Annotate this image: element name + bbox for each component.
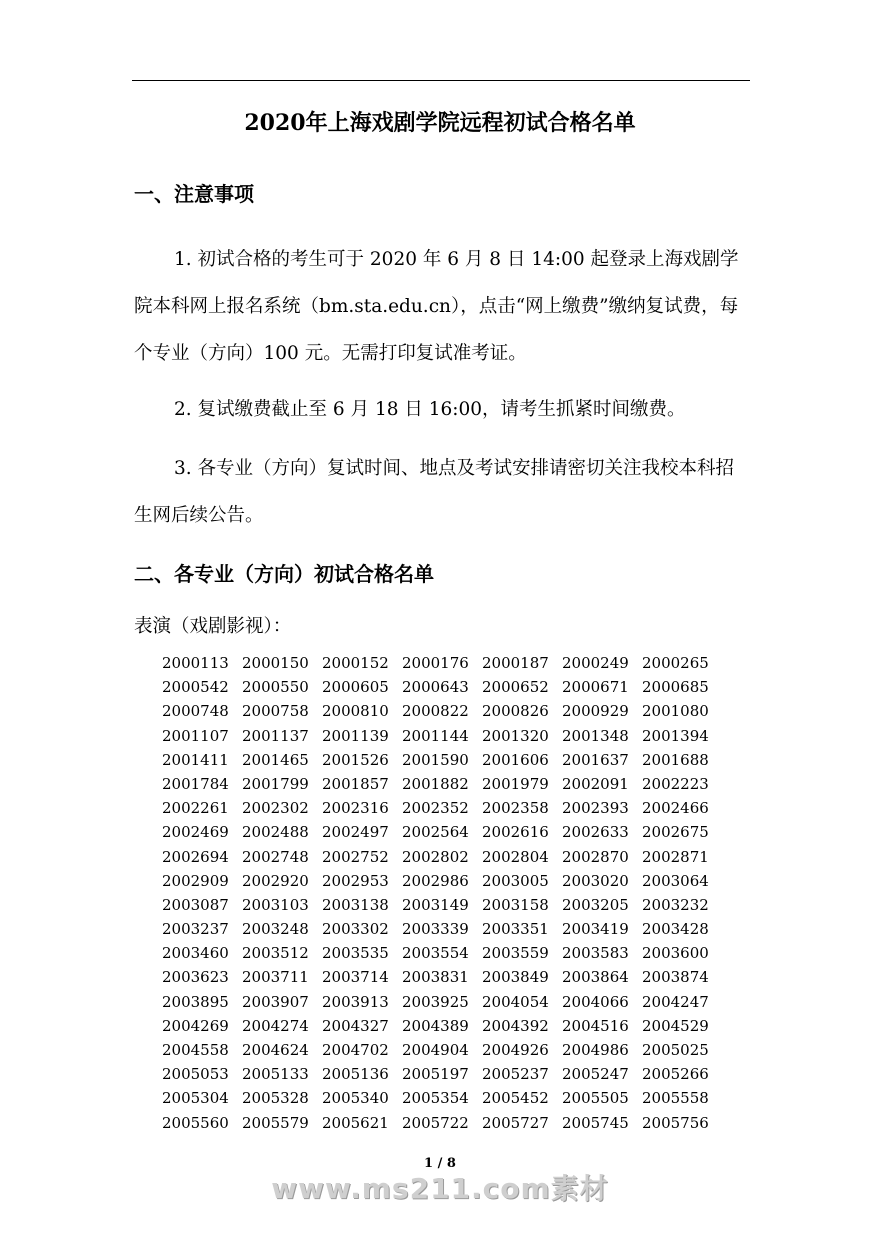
id-row — [162, 724, 722, 748]
candidate-id: 2002261 — [162, 799, 229, 818]
candidate-id: 2000826 — [482, 702, 549, 721]
candidate-id: 2003419 — [562, 920, 629, 939]
candidate-id: 2001882 — [402, 774, 469, 793]
candidate-id: 2001320 — [482, 726, 549, 745]
candidate-id: 2002302 — [242, 799, 309, 818]
candidate-id: 2000822 — [402, 702, 469, 721]
candidate-id: 2002748 — [242, 847, 309, 866]
id-row — [162, 869, 722, 893]
id-row — [162, 1038, 722, 1062]
candidate-id: 2003874 — [642, 968, 709, 987]
id-row — [162, 1062, 722, 1086]
candidate-id: 2002802 — [402, 847, 469, 866]
candidate-id: 2003831 — [402, 968, 469, 987]
candidate-id: 2002316 — [322, 799, 389, 818]
candidate-id: 2005340 — [322, 1089, 389, 1108]
candidate-id: 2002953 — [322, 871, 389, 890]
candidate-id: 2002497 — [322, 823, 389, 842]
candidate-id: 2004247 — [642, 992, 709, 1011]
candidate-id: 2001606 — [482, 750, 549, 769]
candidate-id: 2004392 — [482, 1016, 549, 1035]
candidate-id: 2005756 — [642, 1113, 709, 1132]
candidate-id: 2001799 — [242, 774, 309, 793]
id-row — [162, 845, 722, 869]
candidate-id: 2004926 — [482, 1041, 549, 1059]
header-rule — [132, 80, 750, 81]
candidate-id: 2005579 — [242, 1113, 309, 1132]
candidate-id: 2003554 — [402, 944, 469, 963]
candidate-id: 2001688 — [642, 750, 709, 769]
candidate-id: 2003714 — [322, 968, 389, 987]
candidate-id: 2004904 — [402, 1041, 469, 1059]
candidate-id: 2003351 — [482, 920, 549, 939]
notice-item-2: 2. 复试缴费截止至 6 月 18 日 16:00，请考生抓紧时间缴费。 — [174, 399, 686, 420]
candidate-id: 2003583 — [562, 944, 629, 963]
candidate-id: 2001526 — [322, 750, 389, 769]
candidate-id: 2000550 — [242, 678, 309, 697]
candidate-id: 2003559 — [482, 944, 549, 963]
candidate-id: 2003302 — [322, 920, 389, 939]
candidate-id: 2002920 — [242, 871, 309, 890]
candidate-id: 2003205 — [562, 895, 629, 914]
candidate-id: 2004558 — [162, 1041, 229, 1059]
id-row — [162, 772, 722, 796]
candidate-id: 2002358 — [482, 799, 549, 818]
candidate-id: 2000542 — [162, 678, 229, 697]
candidate-id: 2001137 — [242, 726, 309, 745]
candidate-id: 2002804 — [482, 847, 549, 866]
candidate-id: 2002352 — [402, 799, 469, 818]
candidate-id: 2001857 — [322, 774, 389, 793]
candidate-id: 2003512 — [242, 944, 309, 963]
id-row — [162, 796, 722, 820]
candidate-id: 2000265 — [642, 654, 709, 672]
candidate-id: 2005197 — [402, 1065, 469, 1084]
candidate-id: 2005133 — [242, 1065, 309, 1084]
candidate-id: 2003005 — [482, 871, 549, 890]
candidate-id: 2004269 — [162, 1016, 229, 1035]
candidate-id: 2004389 — [402, 1016, 469, 1035]
candidate-id: 2003925 — [402, 992, 469, 1011]
candidate-id: 2005328 — [242, 1089, 309, 1108]
candidate-id: 2002564 — [402, 823, 469, 842]
candidate-id: 2002986 — [402, 871, 469, 890]
id-row — [162, 917, 722, 941]
id-row — [162, 1111, 722, 1135]
candidate-id: 2003138 — [322, 895, 389, 914]
candidate-id: 2000929 — [562, 702, 629, 721]
candidate-id: 2000810 — [322, 702, 389, 721]
document-title: 2020年上海戏剧学院远程初试合格名单 — [244, 110, 636, 136]
candidate-id: 2002469 — [162, 823, 229, 842]
candidate-id: 2000150 — [242, 654, 309, 672]
id-row — [162, 820, 722, 844]
candidate-id: 2001394 — [642, 726, 709, 745]
section-heading-list: 二、各专业（方向）初试合格名单 — [134, 562, 434, 586]
candidate-id: 2002466 — [642, 799, 709, 818]
id-row — [162, 651, 722, 675]
candidate-id: 2002909 — [162, 871, 229, 890]
candidate-id: 2001411 — [162, 750, 229, 769]
candidate-id: 2002694 — [162, 847, 229, 866]
candidate-id: 2001637 — [562, 750, 629, 769]
candidate-id: 2005136 — [322, 1065, 389, 1084]
id-row — [162, 941, 722, 965]
candidate-id: 2005558 — [642, 1089, 709, 1108]
candidate-id: 2003895 — [162, 992, 229, 1011]
candidate-id: 2004624 — [242, 1041, 309, 1059]
candidate-id: 2000652 — [482, 678, 549, 697]
candidate-id: 2003149 — [402, 895, 469, 914]
id-row — [162, 699, 722, 723]
candidate-id: 2003232 — [642, 895, 709, 914]
category-label: 表演（戏剧影视）： — [134, 616, 292, 637]
candidate-id: 2001979 — [482, 774, 549, 793]
candidate-id: 2005025 — [642, 1041, 709, 1059]
candidate-id-grid — [162, 651, 722, 1135]
candidate-id: 2002223 — [642, 774, 709, 793]
candidate-id: 2000671 — [562, 678, 629, 697]
candidate-id: 2004066 — [562, 992, 629, 1011]
candidate-id: 2002091 — [562, 774, 629, 793]
candidate-id: 2003600 — [642, 944, 709, 963]
candidate-id: 2005452 — [482, 1089, 549, 1108]
section-heading-notes: 一、注意事项 — [134, 182, 254, 206]
id-row — [162, 675, 722, 699]
candidate-id: 2005053 — [162, 1065, 229, 1084]
candidate-id: 2000758 — [242, 702, 309, 721]
candidate-id: 2000249 — [562, 654, 629, 672]
candidate-id: 2003913 — [322, 992, 389, 1011]
candidate-id: 2005237 — [482, 1065, 549, 1084]
candidate-id: 2003087 — [162, 895, 229, 914]
candidate-id: 2004274 — [242, 1016, 309, 1035]
candidate-id: 2003460 — [162, 944, 229, 963]
id-row — [162, 1086, 722, 1110]
id-row — [162, 748, 722, 772]
candidate-id: 2003535 — [322, 944, 389, 963]
candidate-id: 2001107 — [162, 726, 229, 745]
candidate-id: 2000113 — [162, 654, 229, 672]
candidate-id: 2004702 — [322, 1041, 389, 1059]
candidate-id: 2003623 — [162, 968, 229, 987]
candidate-id: 2000187 — [482, 654, 549, 672]
candidate-id: 2001465 — [242, 750, 309, 769]
candidate-id: 2005505 — [562, 1089, 629, 1108]
candidate-id: 2003237 — [162, 920, 229, 939]
candidate-id: 2000643 — [402, 678, 469, 697]
id-row — [162, 893, 722, 917]
candidate-id: 2004327 — [322, 1016, 389, 1035]
candidate-id: 2003711 — [242, 968, 309, 987]
candidate-id: 2002871 — [642, 847, 709, 866]
candidate-id: 2004529 — [642, 1016, 709, 1035]
candidate-id: 2003864 — [562, 968, 629, 987]
candidate-id: 2003158 — [482, 895, 549, 914]
candidate-id: 2003907 — [242, 992, 309, 1011]
page-number: 1 / 8 — [424, 1156, 456, 1171]
candidate-id: 2005266 — [642, 1065, 709, 1084]
candidate-id: 2000152 — [322, 654, 389, 672]
candidate-id: 2001144 — [402, 726, 469, 745]
notice-item-1: 1. 初试合格的考生可于 2020 年 6 月 8 日 14:00 起登录上海戏剧学院本科网上报名系统（bm.sta.edu.cn），点击“网上缴费”缴纳复试费，每个专业（方向）100 元。无需打印复试准考证。 — [134, 249, 739, 364]
notice-item-3: 3. 各专业（方向）复试时间、地点及考试安排请密切关注我校本科招生网后续公告。 — [134, 458, 735, 526]
candidate-id: 2002870 — [562, 847, 629, 866]
candidate-id: 2003339 — [402, 920, 469, 939]
candidate-id: 2003103 — [242, 895, 309, 914]
candidate-id: 2002675 — [642, 823, 709, 842]
candidate-id: 2005247 — [562, 1065, 629, 1084]
candidate-id: 2001784 — [162, 774, 229, 793]
id-row — [162, 990, 722, 1014]
candidate-id: 2004516 — [562, 1016, 629, 1035]
id-row — [162, 1014, 722, 1038]
candidate-id: 2001080 — [642, 702, 709, 721]
candidate-id: 2003849 — [482, 968, 549, 987]
candidate-id: 2000176 — [402, 654, 469, 672]
candidate-id: 2001348 — [562, 726, 629, 745]
candidate-id: 2005727 — [482, 1113, 549, 1132]
candidate-id: 2002633 — [562, 823, 629, 842]
candidate-id: 2000685 — [642, 678, 709, 697]
candidate-id: 2001590 — [402, 750, 469, 769]
candidate-id: 2003248 — [242, 920, 309, 939]
candidate-id: 2002488 — [242, 823, 309, 842]
candidate-id: 2004986 — [562, 1041, 629, 1059]
candidate-id: 2000748 — [162, 702, 229, 721]
candidate-id: 2002616 — [482, 823, 549, 842]
candidate-id: 2003428 — [642, 920, 709, 939]
candidate-id: 2003064 — [642, 871, 709, 890]
candidate-id: 2005560 — [162, 1113, 229, 1132]
candidate-id: 2002752 — [322, 847, 389, 866]
candidate-id: 2000605 — [322, 678, 389, 697]
candidate-id: 2005745 — [562, 1113, 629, 1132]
watermark: www.ms211.com素材 — [271, 1172, 609, 1205]
candidate-id: 2003020 — [562, 871, 629, 890]
id-row — [162, 965, 722, 989]
candidate-id: 2002393 — [562, 799, 629, 818]
candidate-id: 2005621 — [322, 1113, 389, 1132]
candidate-id: 2005304 — [162, 1089, 229, 1108]
candidate-id: 2004054 — [482, 992, 549, 1011]
candidate-id: 2005354 — [402, 1089, 469, 1108]
candidate-id: 2001139 — [322, 726, 389, 745]
candidate-id: 2005722 — [402, 1113, 469, 1132]
